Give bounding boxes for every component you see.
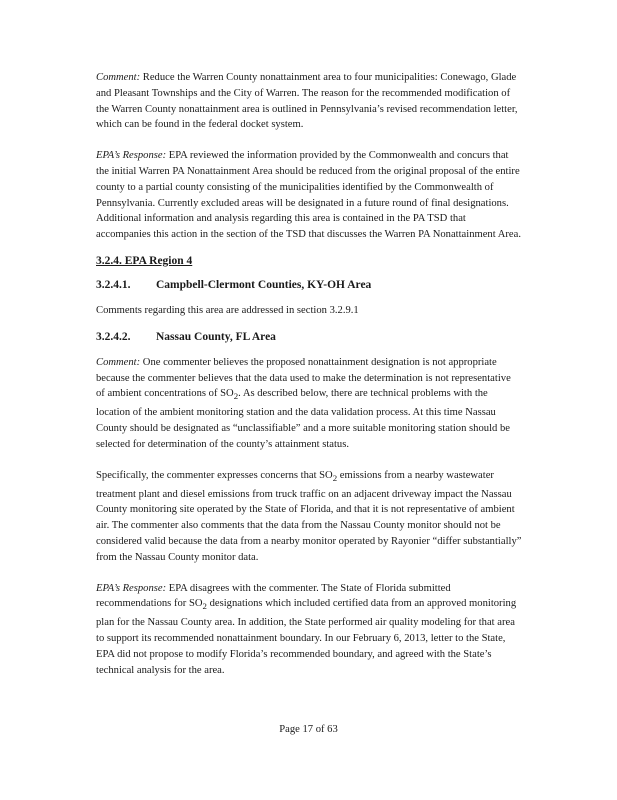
section-number: 3.2.4.1. <box>96 278 131 291</box>
comment-text: Reduce the Warren County nonattainment area to four municipalities: Conewago, Glade and Pleasant Townships and the City of Warren. The reason for the recommended modification of the Warren County nonattainment area is outlined in Pennsylvania’s revised recommendation letter, which can be found in the federal docket system. <box>96 72 518 131</box>
section-title: Nassau County, FL Area <box>156 330 276 343</box>
response-text-b: designations which included certified data from an approved monitoring plan for the Nassau County area. In addition, the State performed air quality modeling for that area to support its recommended nonattainment boundary. In our February 6, 2013, letter to the State, EPA did not propose to modify Florida’s recommended boundary, and agreed with the State’s technical analysis for the area. <box>96 598 517 676</box>
response-text-a: EPA disagrees with the commenter. The State of Florida submitted recommendations for SO <box>96 582 451 610</box>
comment-text-a: One commenter believes the proposed nonattainment designation is not appropriate because the commenter believes that the data used to make the determination is not representative of ambient concentrations of SO <box>96 356 511 400</box>
subscript: 2 <box>233 391 239 402</box>
response-nassau-paragraph <box>96 581 522 679</box>
paragraph-text-a: Specifically, the commenter expresses concerns that SO <box>96 469 333 481</box>
comment-label: Comment: <box>96 72 141 83</box>
specifically-paragraph <box>96 468 522 566</box>
subscript: 2 <box>332 472 338 483</box>
subscript: 2 <box>202 601 207 612</box>
comment-warren-paragraph <box>96 70 522 133</box>
comment-label: Comment: <box>96 356 141 368</box>
section-heading-nassau <box>96 331 522 343</box>
page-number-footer: Page 17 of 63 <box>279 724 338 735</box>
comment-nassau-paragraph <box>96 355 522 453</box>
campbell-clermont-paragraph: Comments regarding this area are addressed in section 3.2.9.1 <box>96 304 359 316</box>
response-warren-paragraph <box>96 148 522 243</box>
section-number: 3.2.4.2. <box>96 330 131 343</box>
document-page <box>96 70 522 693</box>
response-label: EPA’s Response: <box>96 150 167 162</box>
paragraph-text-b: emissions from a nearby wastewater treatment plant and diesel emissions from truck traffic on an adjacent driveway impact the Nassau County monitoring site operated by the State of Florida, and that it is not representative of ambient air. The commenter also comments that the data from the Nassau County monitor should not be considered valid because the data from a nearby monitor operated by Rayonier “differ substantially” from the Nassau County monitor data. <box>96 469 522 563</box>
section-title: Campbell-Clermont Counties, KY-OH Area <box>156 278 372 291</box>
comment-text-b: . As described below, there are technical problems with the location of the ambient monitoring station and the data validation process. At this time Nassau County should be designated as “unclassifiable” and a more suitable monitoring station should be selected for determination of the county’s attainment status. <box>96 388 510 450</box>
section-heading-campbell-clermont <box>96 279 522 291</box>
region-heading: 3.2.4. EPA Region 4 <box>96 254 193 267</box>
response-text: EPA reviewed the information provided by the Commonwealth and concurs that the initial Warren PA Nonattainment Area should be reduced from the original proposal of the entire county to a partial county consisting of the municipalities identified by the Commonwealth of Pennsylvania. Currently excluded areas will be designated in a future round of final designations. Additional information and analysis regarding this area is contained in the PA TSD that accompanies this action in the section of the TSD that discusses the Warren PA Nonattainment Area. <box>96 150 521 241</box>
response-label: EPA’s Response: <box>96 582 167 594</box>
